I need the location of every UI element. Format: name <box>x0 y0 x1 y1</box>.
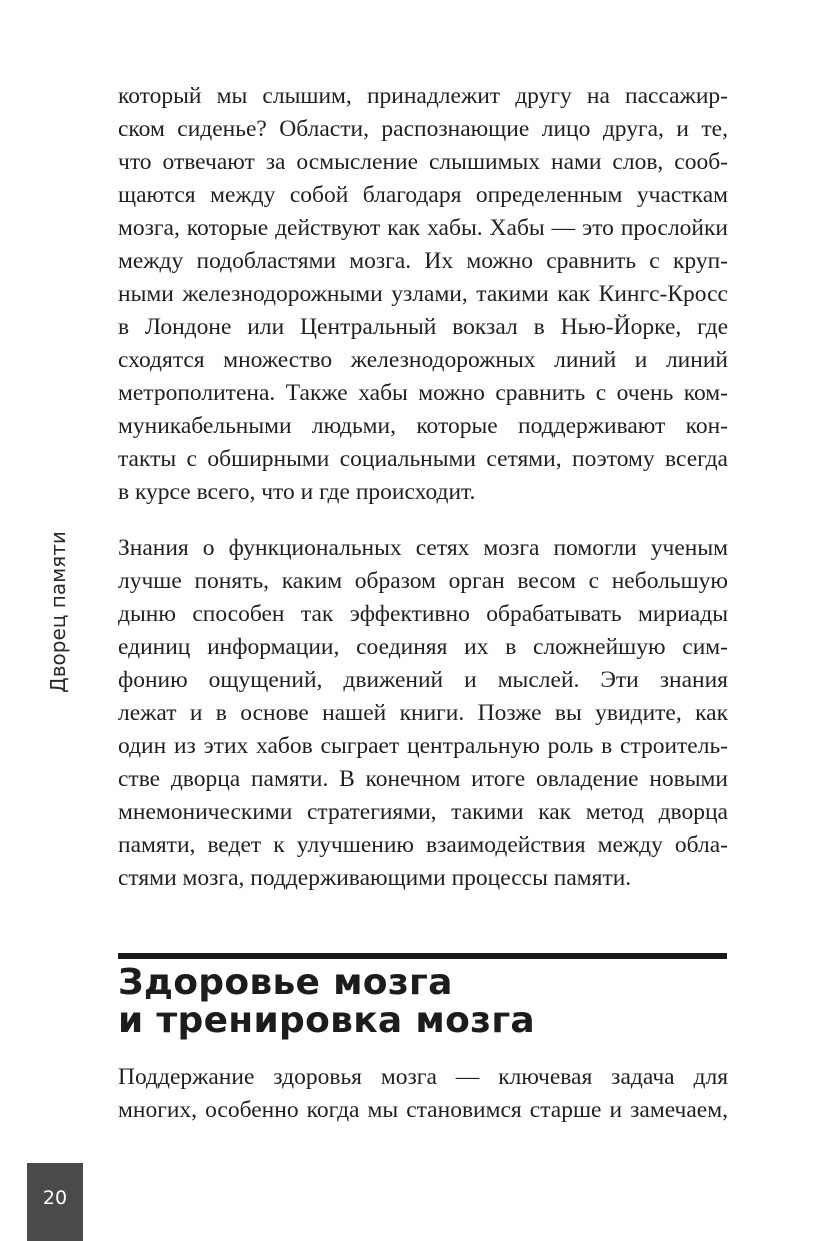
text-line: памяти, ведет к улучшению взаимодействия между обла- <box>118 832 728 858</box>
text-line: дыню способен так эффективно обрабатывать мириады <box>118 601 728 627</box>
running-title: Дворец памяти <box>46 531 70 693</box>
page-number-box <box>27 1163 83 1241</box>
text-line: Знания о функциональных сетях мозга помогли ученым <box>118 535 728 561</box>
heading-line: и тренировка мозга <box>118 1000 536 1041</box>
text-line: фонию ощущений, движений и мыслей. Эти знания <box>118 667 728 693</box>
page-number: 20 <box>42 1187 68 1209</box>
text-line: единиц информации, соединяя их в сложнейшую сим- <box>118 634 728 660</box>
body-paragraph-1 <box>118 80 728 509</box>
text-line: ском сиденье? Области, распознающие лицо друга, и те, <box>118 116 728 142</box>
text-line: Поддержание здоровья мозга — ключевая задача для <box>118 1064 728 1090</box>
text-line: мнемоническими стратегиями, такими как метод дворца <box>118 799 728 825</box>
text-line: многих, особенно когда мы становимся старше и замечаем, <box>118 1097 728 1123</box>
text-line: ными железнодорожными узлами, такими как Кингс-Кросс <box>118 281 728 307</box>
section-heading <box>118 964 738 1040</box>
section-divider <box>118 953 727 959</box>
body-paragraph-2 <box>118 532 728 895</box>
text-line: в Лондоне или Центральный вокзал в Нью-Йорке, где <box>118 314 728 340</box>
text-line: сходятся множество железнодорожных линий и линий <box>118 347 728 373</box>
text-line: щаются между собой благодаря определенным участкам <box>118 182 728 208</box>
heading-line: Здоровье мозга <box>118 962 453 1003</box>
text-line: мозга, которые действуют как хабы. Хабы — это прослойки <box>118 215 728 241</box>
text-line: лежат и в основе нашей книги. Позже вы увидите, как <box>118 700 728 726</box>
text-line: стве дворца памяти. В конечном итоге овладение новыми <box>118 766 728 792</box>
text-line: один из этих хабов сыграет центральную роль в строитель- <box>118 733 728 759</box>
text-line: такты с обширными социальными сетями, поэтому всегда <box>118 446 728 472</box>
text-line: что отвечают за осмысление слышимых нами слов, сооб- <box>118 149 728 175</box>
text-line: стями мозга, поддерживающими процессы памяти. <box>118 865 632 891</box>
text-line: метрополитена. Также хабы можно сравнить с очень ком- <box>118 380 728 406</box>
body-paragraph-3 <box>118 1061 728 1127</box>
text-line: лучше понять, каким образом орган весом с небольшую <box>118 568 728 594</box>
text-line: в курсе всего, что и где происходит. <box>118 479 476 505</box>
text-line: между подобластями мозга. Их можно сравнить с круп- <box>118 248 728 274</box>
text-line: который мы слышим, принадлежит другу на пассажир- <box>118 83 728 109</box>
text-line: муникабельными людьми, которые поддерживают кон- <box>118 413 728 439</box>
